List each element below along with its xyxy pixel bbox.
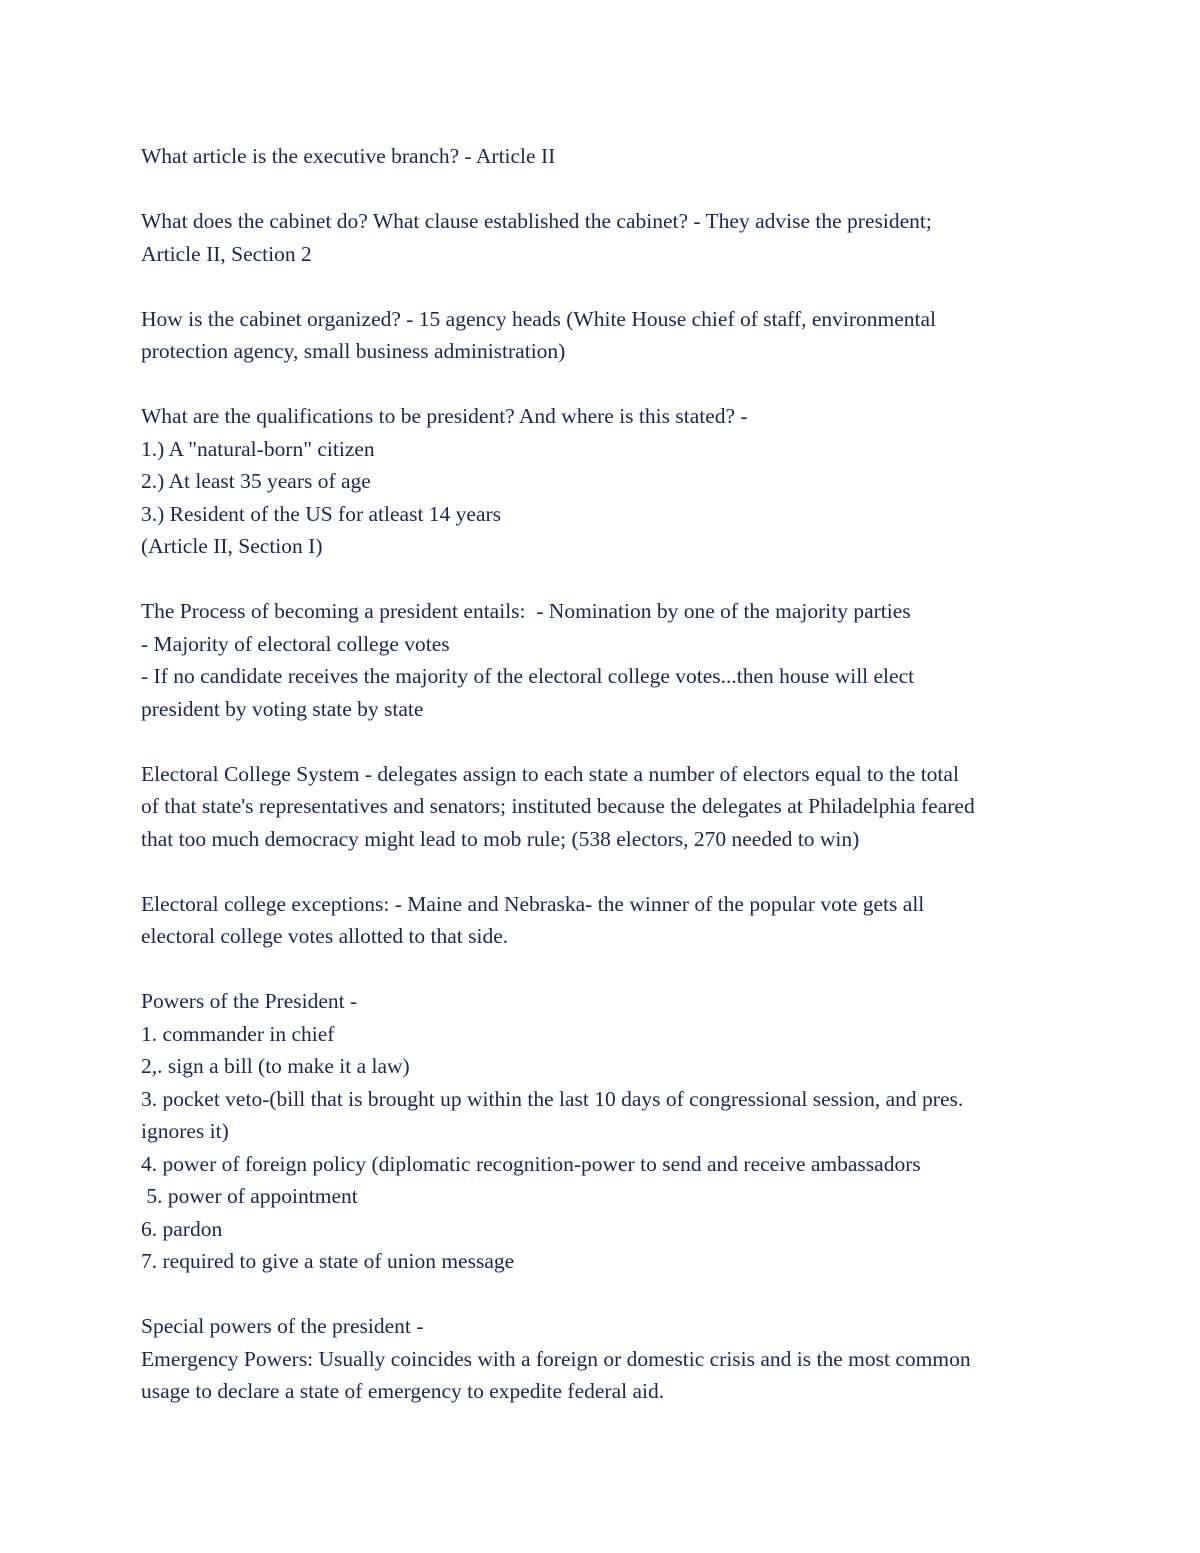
text-line: Electoral college exceptions: - Maine and Nebraska- the winner of the popular vote gets all <box>141 891 925 916</box>
block-powers <box>141 985 1071 1278</box>
list-item: 1. commander in chief <box>141 1021 335 1046</box>
list-item: - If no candidate receives the majority of the electoral college votes...then house will elect <box>141 664 915 688</box>
text-line: ignores it) <box>141 1119 229 1143</box>
text-line: protection agency, small business administration) <box>141 339 566 363</box>
block-process <box>141 595 1071 725</box>
text-line: The Process of becoming a president entails: - Nomination by one of the majority parties <box>141 599 911 623</box>
block-electoral-exceptions <box>141 888 1071 953</box>
text-line: Electoral College System - delegates assign to each state a number of electors equal to the total <box>141 761 959 786</box>
block-qualifications <box>141 400 1071 563</box>
text-line: What does the cabinet do? What clause established the cabinet? - They advise the president; <box>141 209 932 233</box>
document-body <box>141 140 1071 1440</box>
text-line: usage to declare a state of emergency to expedite federal aid. <box>141 1379 665 1403</box>
text-line: Emergency Powers: Usually coincides with a foreign or domestic crisis and is the most common <box>141 1346 971 1371</box>
list-item: 2.) At least 35 years of age <box>141 469 371 493</box>
block-executive-branch <box>141 140 1071 173</box>
text-line: What are the qualifications to be president? And where is this stated? - <box>141 404 748 428</box>
text-line: president by voting state by state <box>141 696 424 721</box>
list-item: 6. pardon <box>141 1216 223 1241</box>
text-line: Article II, Section 2 <box>141 241 312 266</box>
list-item: 4. power of foreign policy (diplomatic recognition-power to send and receive ambassadors <box>141 1151 921 1176</box>
list-item: 3. pocket veto-(bill that is brought up within the last 10 days of congressional session, and pres. <box>141 1086 964 1111</box>
block-cabinet-organization <box>141 303 1071 368</box>
list-item: 2,. sign a bill (to make it a law) <box>141 1054 410 1078</box>
block-cabinet-role <box>141 205 1071 270</box>
list-item: 7. required to give a state of union message <box>141 1249 515 1273</box>
text-line: electoral college votes allotted to that side. <box>141 924 509 948</box>
block-electoral-college-system <box>141 758 1071 856</box>
list-item: 3.) Resident of the US for atleast 14 years <box>141 501 502 526</box>
block-special-powers <box>141 1310 1071 1408</box>
text-line: (Article II, Section I) <box>141 534 323 558</box>
text-line: Powers of the President - <box>141 989 358 1013</box>
list-item: 1.) A "natural-born" citizen <box>141 436 375 461</box>
text-line: How is the cabinet organized? - 15 agency heads (White House chief of staff, environmental <box>141 306 937 331</box>
list-item: - Majority of electoral college votes <box>141 631 450 656</box>
text-line: What article is the executive branch? - Article II <box>141 144 556 168</box>
text-line: that too much democracy might lead to mob rule; (538 electors, 270 needed to win) <box>141 826 860 851</box>
text-line: of that state's representatives and senators; instituted because the delegates at Philadelphia feared <box>141 794 975 818</box>
list-item: 5. power of appointment <box>141 1184 358 1208</box>
text-line: Special powers of the president - <box>141 1314 424 1338</box>
